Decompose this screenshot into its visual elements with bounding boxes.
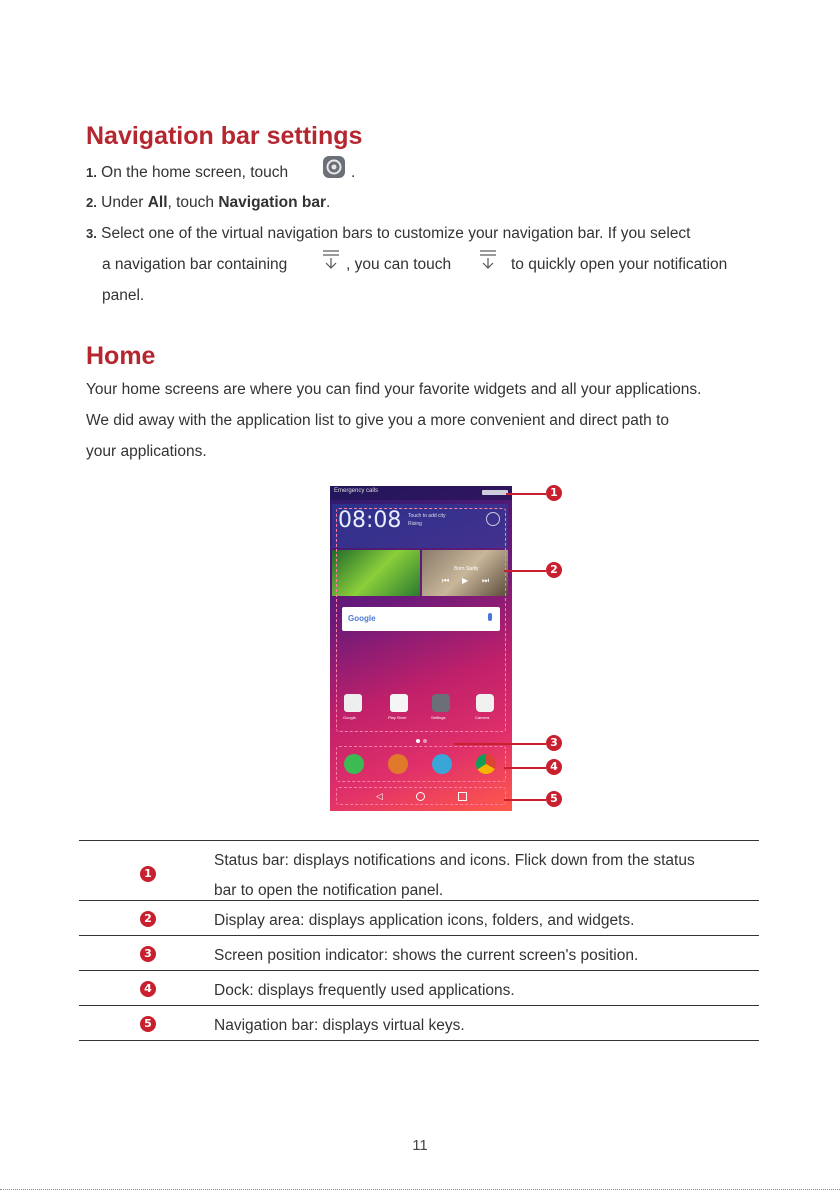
legend-text-3: Screen position indicator: shows the current screen's position.	[214, 947, 639, 964]
legend-badge-1: 1	[140, 866, 156, 882]
step-3-line-2b: , you can touch	[346, 256, 452, 273]
table-rule	[79, 900, 759, 901]
callout-line-5	[504, 799, 546, 801]
legend-text-1a: Status bar: displays notifications and icons. Flick down from the status	[214, 852, 695, 869]
music-title: Born Sadly	[454, 566, 479, 572]
next-icon: ⏭	[482, 576, 490, 585]
notification-down-icon	[320, 248, 342, 277]
section-title-home: Home	[86, 342, 156, 370]
legend-badge-3: 3	[140, 946, 156, 962]
app-label: Google	[343, 715, 356, 720]
play-icon: ▶	[462, 576, 469, 585]
step-text-c: .	[326, 194, 331, 211]
section-title-navigation-bar-settings: Navigation bar settings	[86, 122, 363, 150]
legend-badge-2: 2	[140, 911, 156, 927]
callout-badge-3: 3	[546, 735, 562, 751]
status-bar	[330, 486, 512, 500]
display-area-outline	[336, 508, 506, 732]
callout-badge-4: 4	[546, 759, 562, 775]
callout-line-1	[506, 493, 546, 495]
step-number: 1.	[86, 165, 97, 180]
legend-text-2: Display area: displays application icons, folders, and widgets.	[214, 912, 635, 929]
legend-text-4: Dock: displays frequently used applications.	[214, 982, 515, 999]
callout-line-2	[504, 570, 546, 572]
app-label: Play Store	[388, 715, 407, 720]
clock-text: 08:08	[338, 508, 402, 533]
app-label: Settings	[431, 715, 446, 720]
legend-text-1b: bar to open the notification panel.	[214, 882, 444, 899]
step-number: 3.	[86, 226, 97, 241]
step-text-b: , touch	[167, 194, 219, 211]
step-3-line-1	[86, 225, 776, 243]
notification-down-icon	[477, 248, 499, 277]
legend-text-5: Navigation bar: displays virtual keys.	[214, 1017, 465, 1034]
callout-badge-2: 2	[546, 562, 562, 578]
table-rule	[79, 840, 759, 841]
page-number: 11	[412, 1137, 428, 1154]
step-text: Select one of the virtual navigation bars to customize your navigation bar. If you select	[101, 225, 691, 242]
legend-badge-4: 4	[140, 981, 156, 997]
dock-outline	[336, 746, 506, 782]
status-icons	[482, 490, 508, 495]
callout-badge-5: 5	[546, 791, 562, 807]
table-rule	[79, 935, 759, 936]
screen-position-dot	[423, 739, 427, 743]
step-3-line-2a: a navigation bar containing	[102, 256, 288, 273]
callout-badge-1: 1	[546, 485, 562, 501]
step-bold-navigation-bar: Navigation bar	[218, 194, 327, 211]
step-1	[86, 164, 288, 182]
table-rule	[79, 1040, 759, 1041]
app-label: Camera	[475, 715, 490, 720]
step-text-a: Under	[101, 194, 148, 211]
screen-position-dot	[416, 739, 420, 743]
settings-icon	[322, 155, 346, 184]
home-paragraph-line-2: We did away with the application list to give you a more convenient and direct path to	[86, 412, 670, 429]
home-paragraph-line-3: your applications.	[86, 443, 207, 460]
step-text: On the home screen, touch	[101, 164, 289, 181]
google-logo: Google	[348, 614, 376, 623]
callout-line-3	[454, 743, 546, 745]
navigation-bar-outline	[336, 787, 506, 805]
step-bold-all: All	[147, 194, 168, 211]
prev-icon: ⏮	[442, 576, 450, 585]
table-rule	[79, 1005, 759, 1006]
weather-text: Touch to add city	[408, 513, 446, 519]
table-rule	[79, 970, 759, 971]
home-screen-screenshot	[330, 486, 512, 811]
home-paragraph-line-1: Your home screens are where you can find your favorite widgets and all your applications.	[86, 381, 702, 398]
status-text: Emergency calls	[334, 488, 379, 494]
legend-badge-5: 5	[140, 1016, 156, 1032]
back-key-icon: ◁	[376, 791, 383, 801]
step-2	[86, 194, 330, 212]
step-3-line-3: panel.	[102, 287, 145, 304]
step-1-end: .	[351, 164, 356, 181]
step-number: 2.	[86, 195, 97, 210]
weather-subtext: Rising	[408, 521, 422, 527]
footer-rule	[0, 1189, 840, 1190]
step-3-line-2c: to quickly open your notification	[511, 256, 728, 273]
callout-line-4	[504, 767, 546, 769]
